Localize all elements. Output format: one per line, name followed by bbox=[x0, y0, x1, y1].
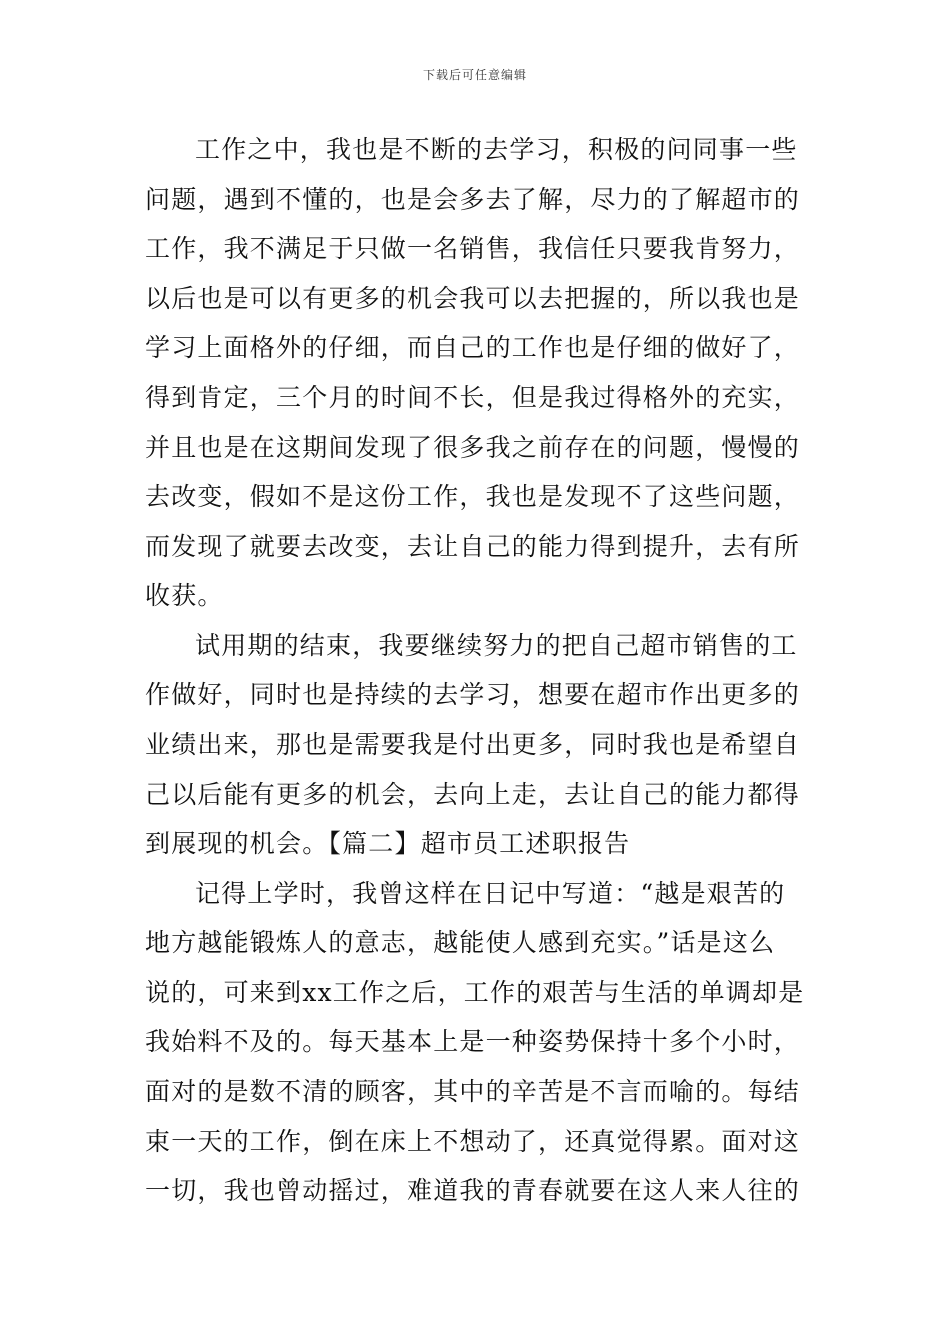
paragraph-line: 一切，我也曾动摇过，难道我的青春就要在这人来人往的 bbox=[145, 1176, 801, 1205]
paragraph-line: 己以后能有更多的机会，去向上走，去让自己的能力都得 bbox=[145, 780, 801, 809]
paragraph-line: 以后也是可以有更多的机会我可以去把握的，所以我也是 bbox=[145, 284, 801, 313]
paragraph-line: 到展现的机会。【篇二】超市员工述职报告 bbox=[145, 829, 631, 858]
paragraph-line: 试用期的结束，我要继续努力的把自己超市销售的工 bbox=[195, 631, 798, 660]
paragraph-line: 去改变，假如不是这份工作，我也是发现不了这些问题， bbox=[145, 482, 801, 511]
header-note: 下载后可任意编辑 bbox=[422, 68, 527, 82]
paragraph-line: 作做好，同时也是持续的去学习，想要在超市作出更多的 bbox=[145, 680, 801, 709]
paragraph-line: 面对的是数不清的顾客，其中的辛苦是不言而喻的。每结 bbox=[145, 1077, 801, 1106]
paragraph-line: 业绩出来，那也是需要我是付出更多，同时我也是希望自 bbox=[145, 730, 801, 759]
paragraph-line: 我始料不及的。每天基本上是一种姿势保持十多个小时， bbox=[145, 1027, 801, 1056]
paragraph-line: 而发现了就要去改变，去让自己的能力得到提升，去有所 bbox=[145, 532, 801, 561]
paragraph-line: 说的，可来到xx工作之后，工作的艰苦与生活的单调却是 bbox=[145, 978, 805, 1007]
paragraph-line: 得到肯定，三个月的时间不长，但是我过得格外的充实， bbox=[145, 383, 801, 412]
paragraph-line: 记得上学时，我曾这样在日记中写道：“越是艰苦的 bbox=[195, 879, 786, 908]
paragraph-line: 束一天的工作，倒在床上不想动了，还真觉得累。面对这 bbox=[145, 1127, 801, 1156]
paragraph-line: 学习上面格外的仔细，而自己的工作也是仔细的做好了， bbox=[145, 333, 801, 362]
paragraph-line: 并且也是在这期间发现了很多我之前存在的问题，慢慢的 bbox=[145, 433, 801, 462]
paragraph-line: 工作，我不满足于只做一名销售，我信任只要我肯努力， bbox=[145, 234, 801, 263]
paragraph-line: 收获。 bbox=[145, 581, 224, 610]
paragraph-line: 地方越能锻炼人的意志，越能使人感到充实。”话是这么 bbox=[145, 928, 776, 957]
paragraph-line: 工作之中，我也是不断的去学习，积极的问同事一些 bbox=[195, 135, 798, 164]
paragraph-line: 问题，遇到不懂的，也是会多去了解，尽力的了解超市的 bbox=[145, 185, 801, 214]
